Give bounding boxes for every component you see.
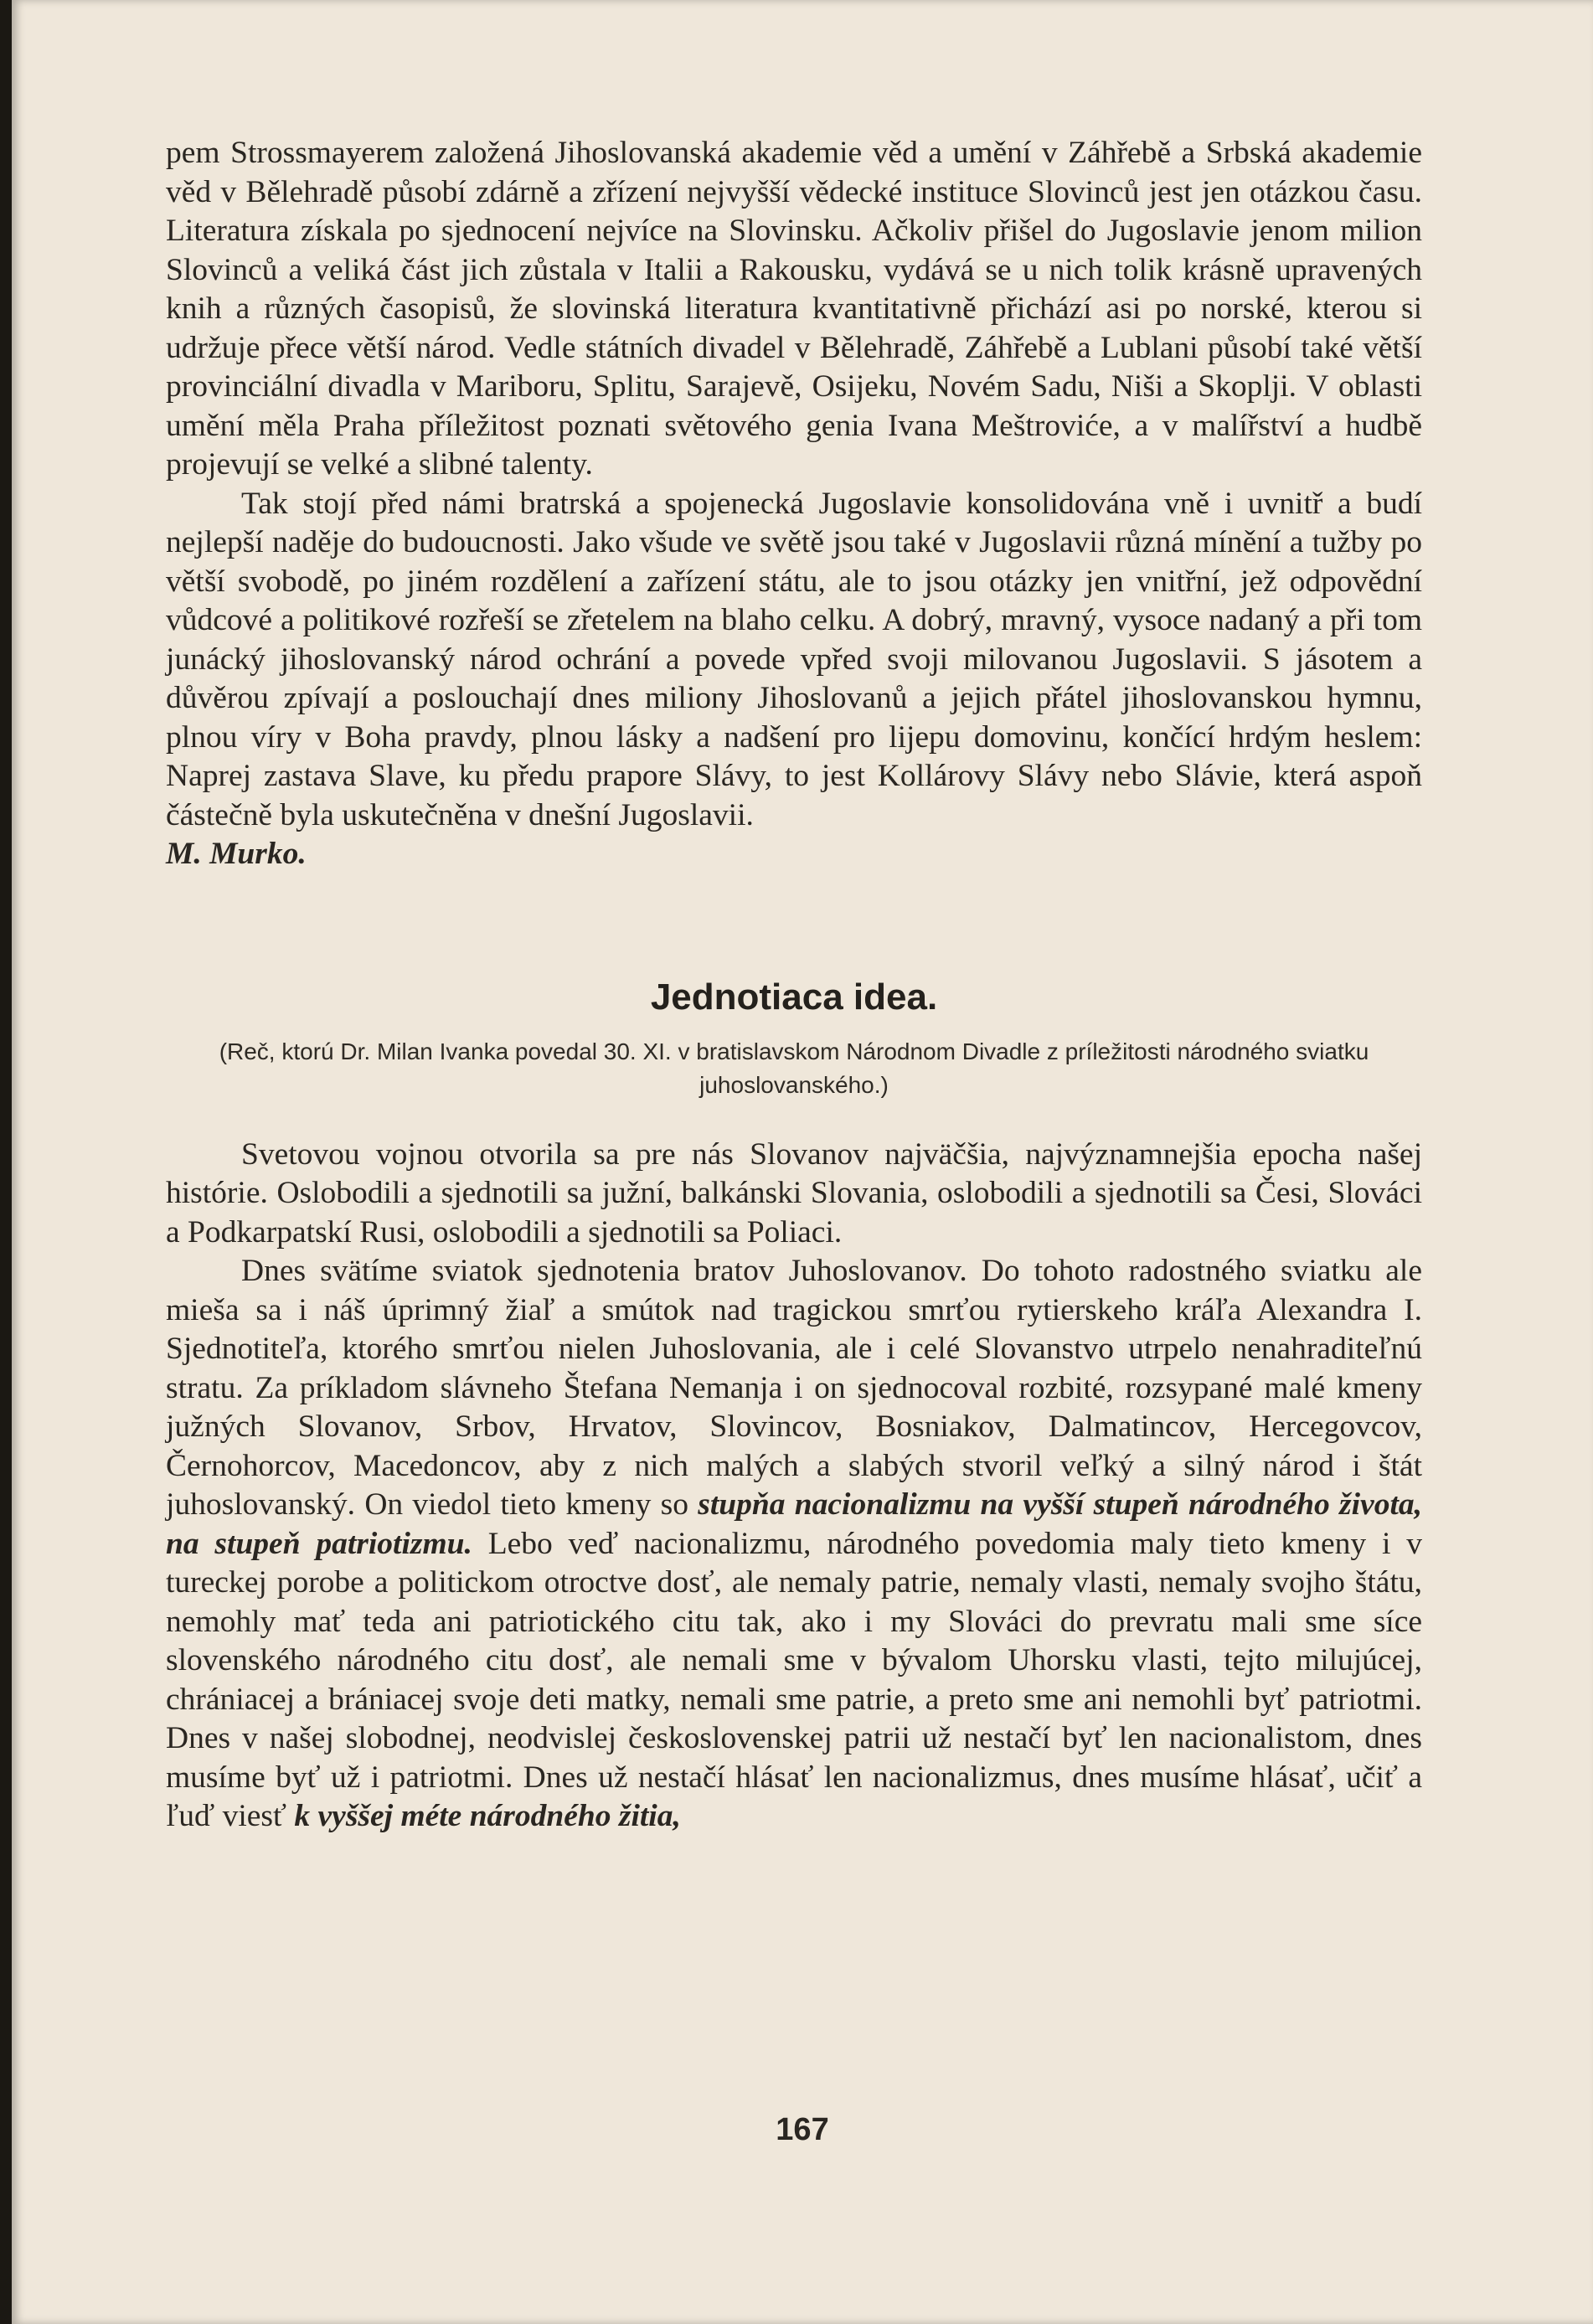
article2-emphasis-patriotism: stupňa nacionalizmu na vyšší stupeň národného života, na stupeň patriotizmu. (166, 1487, 1422, 1561)
article1-signature: M. Murko. (166, 837, 307, 871)
article2-title: Jednotiaca idea. (650, 976, 938, 1018)
article2-subtitle: (Reč, ktorú Dr. Milan Ivanka povedal 30. XI. v bratislavskom Národnom Divadle z príležitosti národného sviatku juhoslovanského.) (219, 1038, 1369, 1098)
article2-paragraph-1: Svetovou vojnou otvorila sa pre nás Slovanov najväčšia, najvýznamnejšia epocha našej histórie. Oslobodili a sjednotili sa južní, balkánski Slovania, oslobodili a sjednotili sa Česi, Slováci a Podkarpatskí Rusi, oslobodili a sjednotili sa Poliaci. (166, 1136, 1422, 1250)
text-column (166, 134, 1422, 1837)
article2-paragraph-2 (166, 1252, 1422, 1837)
page-number: 167 (776, 2112, 829, 2147)
article1-paragraph-1: pem Strossmayerem založená Jihoslovanská akademie věd a umění v Záhřebě a Srbská akademie věd v Bělehradě působí zdárně a zřízení nejvyšší vědecké instituce Slovinců jest jen otázkou času. Literatura získala po sjednocení nejvíce na Slovinsku. Ačkoliv přišel do Jugoslavie jenom milion Slovinců a veliká část jich zůstala v Italii a Rakousku, vydává se u nich tolik krásně upravených knih a různých časopisů, že slovinská literatura kvantitativně přichází asi po norské, kterou si udržuje přece větší národ. Vedle státních divadel v Bělehradě, Záhřebě a Lublani působí také větší provinciální divadla v Mariboru, Splitu, Sarajevě, Osijeku, Novém Sadu, Niši a Skoplji. V oblasti umění měla Praha příležitost poznati světového genia Ivana Meštroviće, a v malířství a hudbě projevují se velké a slibné talenty. (166, 136, 1422, 482)
article2-emphasis-national-life: k vyššej méte národného žitia, (294, 1799, 681, 1833)
article2-paragraph-2-text-a: Dnes svätíme sviatok sjednotenia bratov Juhoslovanov. Do tohoto radostného sviatku ale mieša sa i náš úprimný žiaľ a smútok nad tragickou smrťou rytierskeho kráľa Alexandra I. Sjednotiteľa, ktorého smrťou nielen Juhoslovania, ale i celé Slovanstvo utrpelo nenahraditeľnú stratu. Za príkladom slávneho Štefana Nemanja i on sjednocoval rozbité, rozsypané malé kmeny južných Slovanov, Srbov, Hrvatov, Slovincov, Bosniakov, Dalmatincov, Hercegovcov, Černohorcov, Macedoncov, aby z nich malých a slabých stvoril veľký a silný národ i štát juhoslovanský. On viedol tieto kmeny so (166, 1254, 1422, 1522)
document-page (12, 0, 1593, 2324)
article2-paragraph-2-text-b: Lebo veď nacionalizmu, národného povedomia maly tieto kmeny i v tureckej porobe a politickom otroctve dosť, ale nemaly patrie, nemaly vlasti, nemaly svojho štátu, nemohly mať teda ani patriotického citu tak, ako i my Slováci do prevratu mali sme síce slovenského národného citu dosť, ale nemali sme v bývalom Uhorsku vlasti, tejto milujúcej, chrániacej a brániacej svoje deti matky, nemali sme patrie, a preto sme ani nemohli byť patriotmi. Dnes v našej slobodnej, neodvislej československej patrii už nestačí byť len nacionalistom, dnes musíme byť už i patriotmi. Dnes už nestačí hlásať len nacionalizmus, dnes musíme hlásať, učiť a ľuď viesť (166, 1526, 1422, 1833)
article1-paragraph-2: Tak stojí před námi bratrská a spojenecká Jugoslavie konsolidována vně i uvnitř a budí nejlepší naděje do budoucnosti. Jako všude ve světě jsou také v Jugoslavii různá mínění a tužby po větší svobodě, po jiném rozdělení a zařízení státu, ale to jsou otázky jen vnitřní, jež odpovědní vůdcové a politikové rozřeší se zřetelem na blaho celku. A dobrý, mravný, vysoce nadaný a při tom junácký jihoslovanský národ ochrání a povede vpřed svoji milovanou Jugoslavii. S jásotem a důvěrou zpívají a poslouchají dnes miliony Jihoslovanů a jejich přátel jihoslovanskou hymnu, plnou víry v Boha pravdy, plnou lásky a nadšení pro lijepu domovinu, končící hrdým heslem: Naprej zastava Slave, ku předu prapore Slávy, to jest Kollárovy Slávy nebo Slávie, která aspoň částečně byla uskutečněna v dnešní Jugoslavii. (166, 486, 1422, 832)
